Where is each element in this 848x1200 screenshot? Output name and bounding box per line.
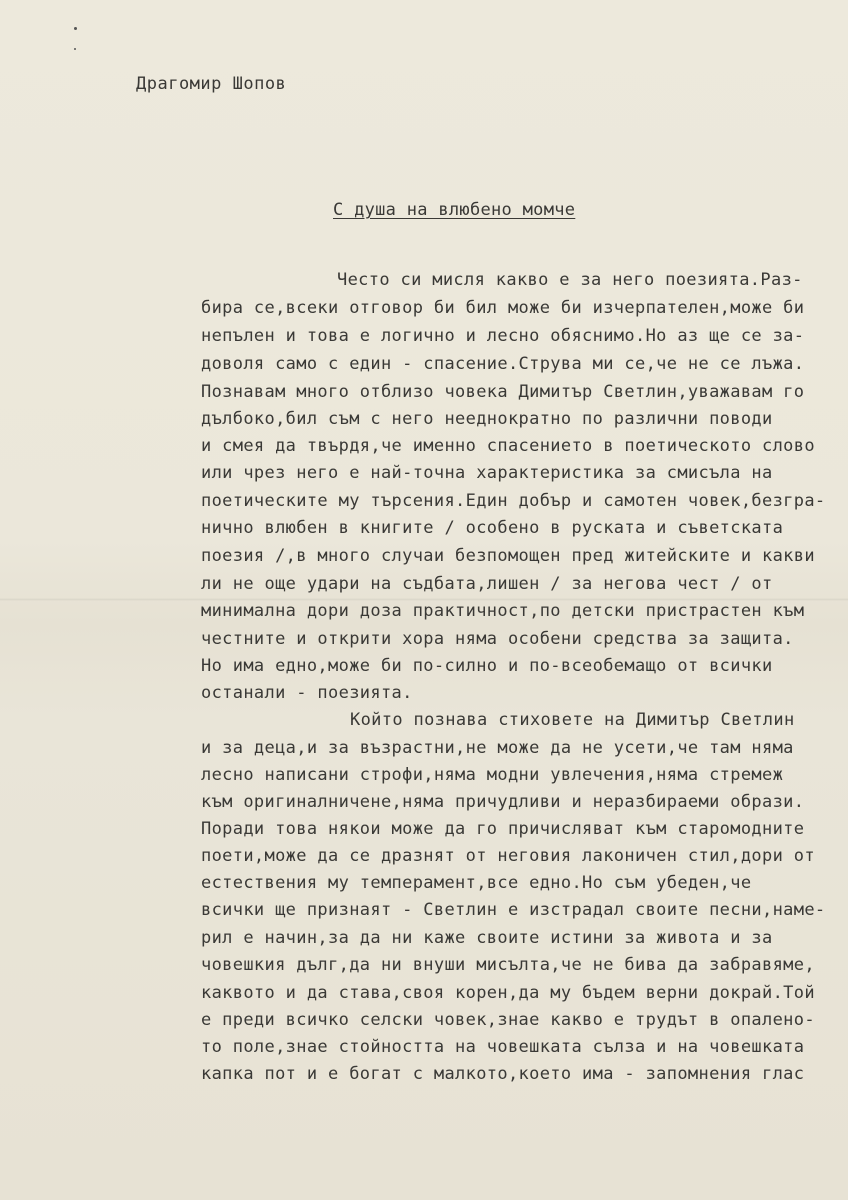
text-line: останали - поезията. — [201, 683, 413, 703]
text-line: минимална дори доза практичност,по детски пристрастен към — [201, 601, 805, 621]
paper-speck — [74, 48, 76, 50]
text-line: Който познава стиховете на Димитър Светлин — [350, 710, 795, 730]
author-name: Драгомир Шопов — [136, 74, 287, 94]
text-line: лесно написани строфи,няма модни увлечения,няма стремеж — [201, 765, 784, 785]
text-line: или чрез него е най-точна характеристика за смисъла на — [201, 463, 773, 483]
text-line: каквото и да става,своя корен,да му бъдем верни докрай.Той — [201, 983, 815, 1003]
text-line: честните и открити хора няма особени средства за защита. — [201, 629, 794, 649]
text-line: Често си мисля какво е за него поезията.Раз- — [337, 270, 803, 290]
text-line: и смея да твърдя,че именно спасението в поетическото слово — [201, 436, 815, 456]
paper-speck — [74, 27, 77, 30]
text-line: бира се,всеки отговор би бил може би изчерпателен,може би — [201, 298, 805, 318]
text-line: ли не още удари на съдбата,лишен / за негова чест / от — [201, 574, 773, 594]
text-line: доволя само с един - спасение.Струва ми се,че не се лъжа. — [201, 354, 805, 374]
text-line: към оригиналничене,няма причудливи и неразбираеми образи. — [201, 792, 805, 812]
text-line: Познавам много отблизо човека Димитър Светлин,уважавам го — [201, 382, 805, 402]
text-line: рил е начин,за да ни каже своите истини за живота и за — [201, 928, 773, 948]
text-line: всички ще признаят - Светлин е изстрадал своите песни,наме- — [201, 900, 826, 920]
document-title: С душа на влюбено момче — [333, 200, 576, 220]
text-line: е преди всичко селски човек,знае какво е трудът в опалено- — [201, 1010, 815, 1030]
text-line: поезия /,в много случаи безпомощен пред житейските и какви — [201, 546, 815, 566]
text-line: човешкия дълг,да ни внуши мисълта,че не бива да забравяме, — [201, 955, 815, 975]
text-line: дълбоко,бил съм с него нееднократно по различни поводи — [201, 409, 773, 429]
text-line: нично влюбен в книгите / особено в руската и съветската — [201, 518, 784, 538]
text-line: поетическите му търсения.Един добър и самотен човек,безгра- — [201, 491, 826, 511]
text-line: то поле,знае стойността на човешката сълза и на човешката — [201, 1037, 805, 1057]
text-line: непълен и това е логично и лесно обяснимо.Но аз ще се за- — [201, 326, 805, 346]
text-line: и за деца,и за възрастни,не може да не усети,че там няма — [201, 738, 794, 758]
text-line: Поради това някои може да го причисляват към старомодните — [201, 819, 805, 839]
text-line: капка пот и е богат с малкото,което има - запомнения глас — [201, 1064, 805, 1084]
text-line: естествения му темперамент,все едно.Но съм убеден,че — [201, 873, 752, 893]
text-line: поети,може да се дразнят от неговия лаконичен стил,дори от — [201, 846, 815, 866]
text-line: Но има едно,може би по-силно и по-всеобемащо от всички — [201, 656, 773, 676]
